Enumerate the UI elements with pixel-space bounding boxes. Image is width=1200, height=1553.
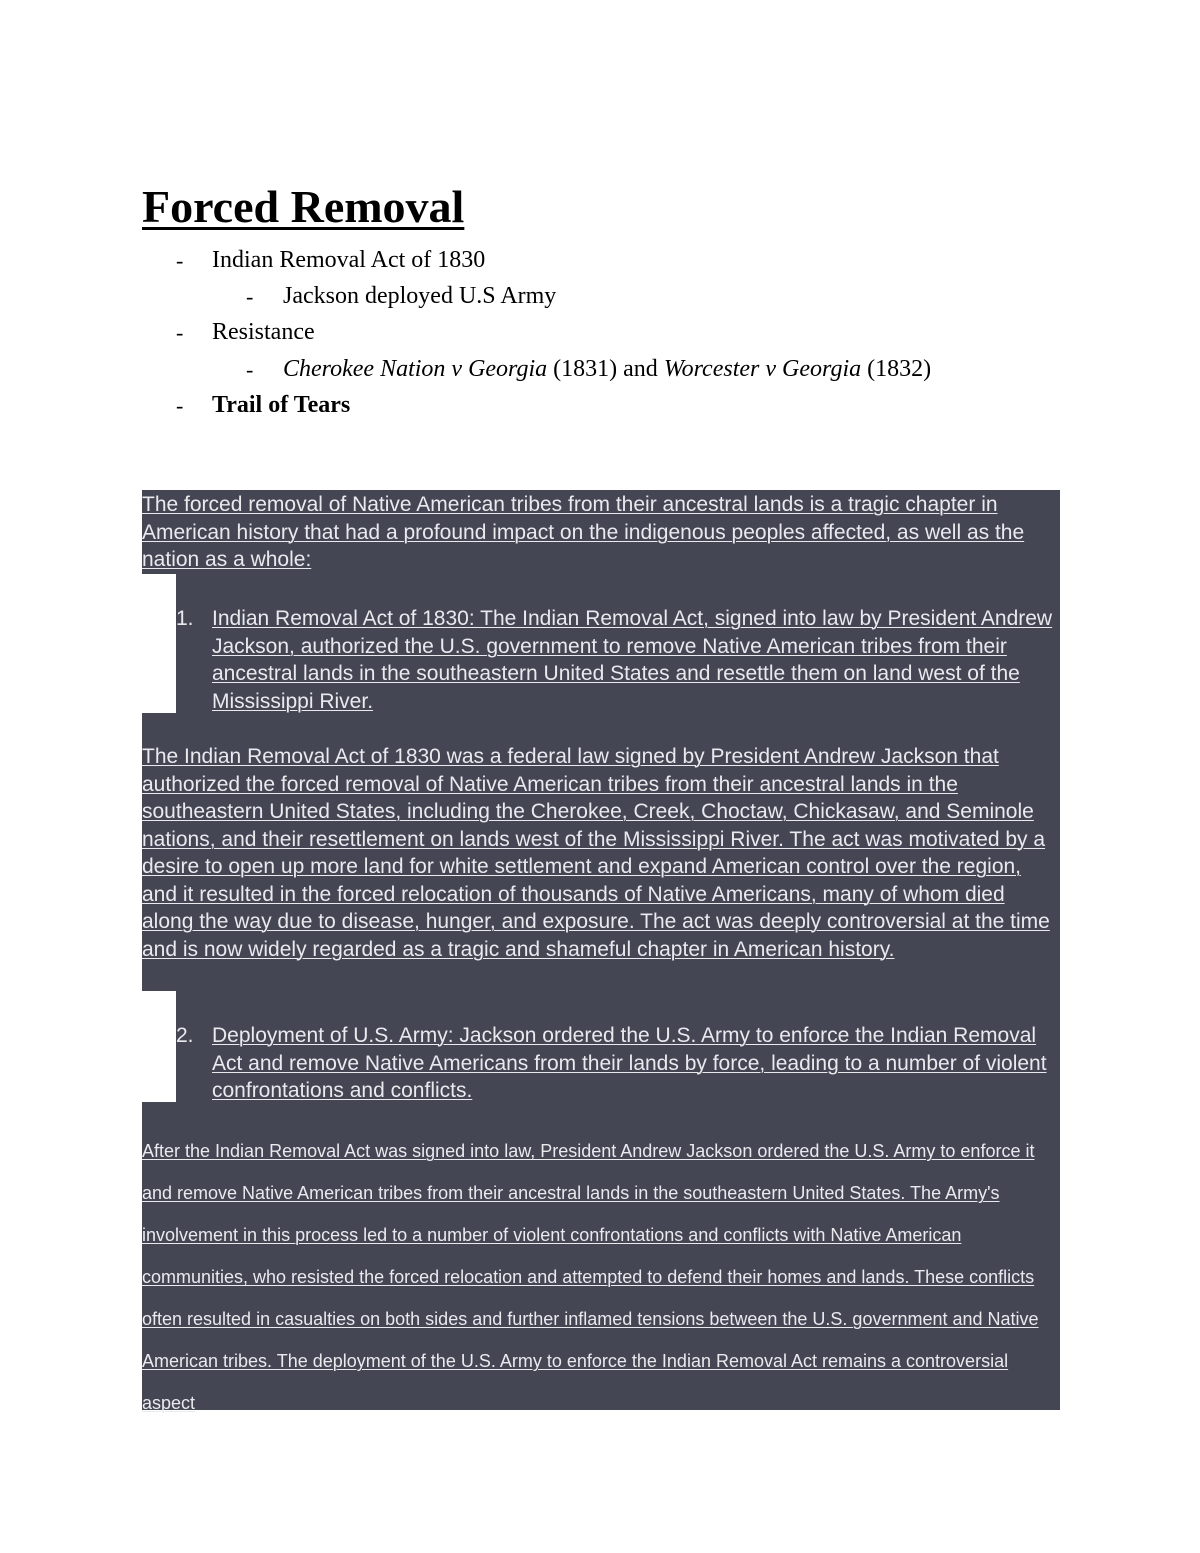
outline-subitem-court-cases: [283, 354, 931, 384]
outline-item-trail-of-tears: Trail of Tears: [212, 392, 351, 418]
list-item-removal-act: Indian Removal Act of 1830: The Indian Removal Act, signed into law by President Andrew Jackson, authorized the U.S. government to remove Native American tribes from their ancestral lands in the southeastern United States and resettle them on land west of the Mississippi River.: [212, 607, 1053, 713]
case-year-1831: (1831) and: [547, 356, 664, 382]
bullet-dash: -: [176, 248, 184, 273]
list-number: 1.: [176, 607, 194, 630]
case-name-worcester: Worcester v Georgia: [663, 356, 862, 382]
case-name-cherokee: Cherokee Nation v Georgia: [283, 356, 548, 382]
list-number: 2.: [176, 1024, 194, 1047]
intro-paragraph: The forced removal of Native American tribes from their ancestral lands is a tragic chapter in American history that had a profound impact on the indigenous peoples affected, as well as the nation as a whole:: [142, 493, 1025, 571]
paragraph-army-deployment: After the Indian Removal Act was signed into law, President Andrew Jackson ordered the U.S. Army to enforce it and remove Native American tribes from their ancestral lands in the southeastern United States. The Army's involvement in this process led to a number of violent confrontations and conflicts with Native American communities, who resisted the forced relocation and attempted to defend their homes and lands. These conflicts often resulted in casualties on both sides and further inflamed tensions between the U.S. government and Native American tribes. The deployment of the U.S. Army to enforce the Indian Removal Act remains a controversial aspect: [142, 1141, 1039, 1413]
bullet-dash: -: [176, 320, 184, 345]
sub-bullet-dash: -: [246, 357, 254, 382]
list-indent-gap: [142, 991, 176, 1102]
outline-item-resistance: Resistance: [212, 319, 315, 345]
bullet-dash: -: [176, 393, 184, 418]
outline-subitem-army: Jackson deployed U.S Army: [283, 283, 557, 309]
page-title: Forced Removal: [142, 181, 465, 232]
sub-bullet-dash: -: [246, 284, 254, 309]
case-year-1832: (1832): [861, 356, 932, 382]
list-indent-gap: [142, 574, 176, 713]
paragraph-removal-act: The Indian Removal Act of 1830 was a federal law signed by President Andrew Jackson that authorized the forced removal of Native American tribes from their ancestral lands in the southeastern United States, including the Cherokee, Creek, Choctaw, Chickasaw, and Seminole nations, and their resettlement on lands west of the Mississippi River. The act was motivated by a desire to open up more land for white settlement and expand American control over the region, and it resulted in the forced relocation of thousands of Native Americans, many of whom died along the way due to disease, hunger, and exposure. The act was deeply controversial at the time and is now widely regarded as a tragic and shameful chapter in American history.: [142, 745, 1050, 961]
outline-item-removal-act: Indian Removal Act of 1830: [212, 247, 486, 273]
list-item-army-deployment: Deployment of U.S. Army: Jackson ordered the U.S. Army to enforce the Indian Removal Act and remove Native Americans from their lands by force, leading to a number of violent confrontations and conflicts.: [212, 1024, 1047, 1102]
